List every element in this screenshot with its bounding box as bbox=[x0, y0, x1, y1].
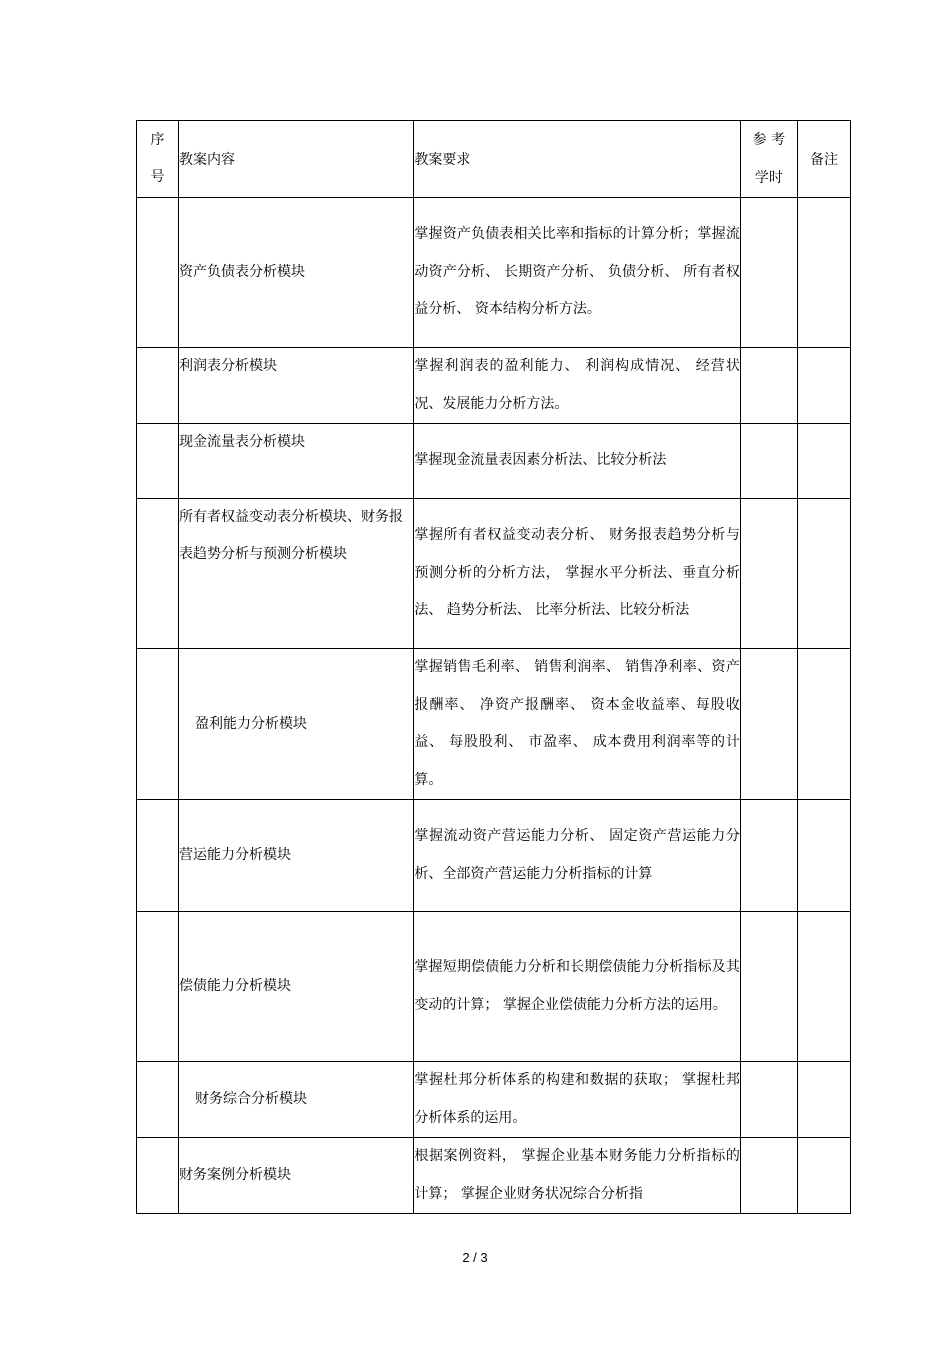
requirement-cell: 根据案例资料， 掌握企业基本财务能力分析指标的计算； 掌握企业财务状况综合分析指 bbox=[414, 1138, 740, 1214]
requirement-cell: 掌握所有者权益变动表分析、 财务报表趋势分析与预测分析的分析方法， 掌握水平分析法、垂直分析法、 趋势分析法、 比率分析法、比较分析法 bbox=[414, 499, 740, 649]
serial-cell bbox=[137, 800, 179, 912]
serial-cell bbox=[137, 1062, 179, 1138]
header-serial-number bbox=[137, 121, 179, 198]
requirement-cell: 掌握现金流量表因素分析法、比较分析法 bbox=[414, 424, 740, 499]
requirement-cell: 掌握短期偿债能力分析和长期偿债能力分析指标及其变动的计算； 掌握企业偿债能力分析方法的运用。 bbox=[414, 912, 740, 1062]
note-cell bbox=[797, 649, 850, 800]
hours-cell bbox=[740, 499, 797, 649]
header-note: 备注 bbox=[797, 121, 850, 198]
hours-cell bbox=[740, 348, 797, 424]
header-hours-line2: 学时 bbox=[754, 170, 783, 186]
content-cell: 利润表分析模块 bbox=[179, 348, 414, 424]
table-header-row bbox=[137, 121, 851, 198]
hours-cell bbox=[740, 198, 797, 348]
note-cell bbox=[797, 1062, 850, 1138]
requirement-cell: 掌握利润表的盈利能力、 利润构成情况、 经营状况、发展能力分析方法。 bbox=[414, 348, 740, 424]
content-cell: 所有者权益变动表分析模块、财务报表趋势分析与预测分析模块 bbox=[179, 499, 414, 649]
content-cell: 偿债能力分析模块 bbox=[179, 912, 414, 1062]
requirement-cell: 掌握杜邦分析体系的构建和数据的获取； 掌握杜邦分析体系的运用。 bbox=[414, 1062, 740, 1138]
table-row bbox=[137, 800, 851, 912]
lesson-plan-table bbox=[136, 120, 851, 1214]
header-requirement: 教案要求 bbox=[414, 121, 740, 198]
serial-cell bbox=[137, 912, 179, 1062]
header-serial-line1: 序 bbox=[150, 132, 165, 148]
content-cell: 现金流量表分析模块 bbox=[179, 424, 414, 499]
hours-cell bbox=[740, 800, 797, 912]
hours-cell bbox=[740, 1138, 797, 1214]
serial-cell bbox=[137, 649, 179, 800]
header-reference-hours bbox=[740, 121, 797, 198]
requirement-cell: 掌握销售毛利率、 销售利润率、 销售净利率、资产报酬率、 净资产报酬率、 资本金收益率、每股收益、 每股股利、 市盈率、 成本费用利润率等的计算。 bbox=[414, 649, 740, 800]
content-cell: 盈利能力分析模块 bbox=[179, 649, 414, 800]
requirement-cell: 掌握资产负债表相关比率和指标的计算分析；掌握流动资产分析、 长期资产分析、 负债分析、 所有者权益分析、 资本结构分析方法。 bbox=[414, 198, 740, 348]
serial-cell bbox=[137, 348, 179, 424]
note-cell bbox=[797, 348, 850, 424]
hours-cell bbox=[740, 649, 797, 800]
content-cell: 财务综合分析模块 bbox=[179, 1062, 414, 1138]
table-row bbox=[137, 912, 851, 1062]
hours-cell bbox=[740, 912, 797, 1062]
hours-cell bbox=[740, 1062, 797, 1138]
content-cell: 资产负债表分析模块 bbox=[179, 198, 414, 348]
header-content: 教案内容 bbox=[179, 121, 414, 198]
requirement-cell: 掌握流动资产营运能力分析、 固定资产营运能力分析、全部资产营运能力分析指标的计算 bbox=[414, 800, 740, 912]
serial-cell bbox=[137, 198, 179, 348]
content-cell: 营运能力分析模块 bbox=[179, 800, 414, 912]
table-row bbox=[137, 1138, 851, 1214]
note-cell bbox=[797, 912, 850, 1062]
serial-cell bbox=[137, 1138, 179, 1214]
table-row bbox=[137, 499, 851, 649]
serial-cell bbox=[137, 424, 179, 499]
header-hours-line1: 参 考 bbox=[752, 132, 786, 148]
note-cell bbox=[797, 1138, 850, 1214]
note-cell bbox=[797, 198, 850, 348]
table-row bbox=[137, 198, 851, 348]
note-cell bbox=[797, 424, 850, 499]
hours-cell bbox=[740, 424, 797, 499]
table-row bbox=[137, 424, 851, 499]
note-cell bbox=[797, 499, 850, 649]
content-cell: 财务案例分析模块 bbox=[179, 1138, 414, 1214]
header-serial-line2: 号 bbox=[150, 169, 165, 185]
serial-cell bbox=[137, 499, 179, 649]
note-cell bbox=[797, 800, 850, 912]
table-row bbox=[137, 348, 851, 424]
table-row bbox=[137, 1062, 851, 1138]
table-row bbox=[137, 649, 851, 800]
page-number: 2 / 3 bbox=[462, 1250, 488, 1265]
